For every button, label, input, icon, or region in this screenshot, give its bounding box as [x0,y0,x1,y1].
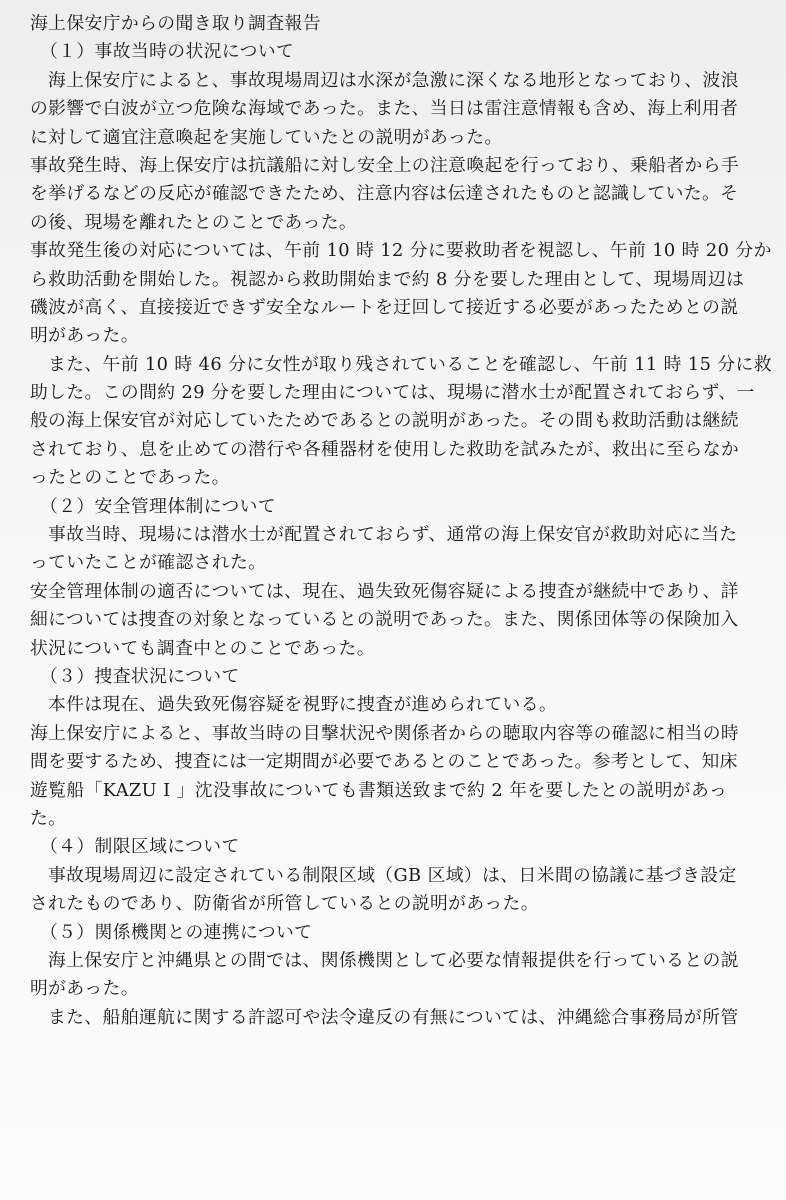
paragraph-line: ら救助活動を開始した。視認から救助開始まで約 8 分を要した理由として、現場周辺は [30,268,745,290]
report-body [30,10,770,1032]
paragraph-line: されており、息を止めての潜行や各種器材を使用した救助を試みたが、救出に至らなか [30,438,740,460]
paragraph-line: また、午前 10 時 46 分に女性が取り残されていることを確認し、午前 11 時 15 分に救 [48,353,772,375]
report-title: 海上保安庁からの聞き取り調査報告 [30,13,321,34]
paragraph-line: 磯波が高く、直接接近できず安全なルートを迂回して接近する必要があったためとの説 [30,296,739,318]
paragraph-line: 海上保安庁と沖縄県との間では、関係機関として必要な情報提供を行っているとの説 [48,949,739,971]
section-heading-3: （３）捜査状況について [40,665,240,687]
paragraph-line: 安全管理体制の適否については、現在、過失致死傷容疑による捜査が継続中であり、詳 [30,580,739,602]
paragraph-line: 事故発生後の対応については、午前 10 時 12 分に要救助者を視認し、午前 10 時 20 分か [30,240,772,262]
paragraph-line: 事故発生時、海上保安庁は抗議船に対し安全上の注意喚起を行っており、乗船者から手 [30,154,740,176]
section-heading-4: （４）制限区域について [40,836,240,858]
paragraph-line: 間を要するため、捜査には一定期間が必要であるとのことであった。参考として、知床 [30,751,738,773]
paragraph-line: 助した。この間約 29 分を要した理由については、現場に潜水士が配置されておらず、一 [30,382,755,404]
paragraph-line: 事故現場周辺に設定されている制限区域（GB 区域）は、日米間の協議に基づき設定 [48,864,737,886]
paragraph-line: されたものであり、防衛省が所管しているとの説明があった。 [30,893,539,915]
section-heading-1: （１）事故当時の状況について [40,41,295,63]
paragraph-line: を挙げるなどの反応が確認できたため、注意内容は伝達されたものと認識していた。そ [30,183,739,205]
paragraph-line: 遊覧船「KAZU I 」沈没事故についても書類送致まで約 2 年を要したとの説明があっ [30,779,728,801]
paragraph-line: の影響で白波が立つ危険な海域であった。また、当日は雷注意情報も含め、海上利用者 [30,98,739,120]
paragraph-line: 事故当時、現場には潜水士が配置されておらず、通常の海上保安官が救助対応に当た [48,524,738,546]
section-heading-2: （２）安全管理体制について [40,495,277,517]
paragraph-line: また、船舶運航に関する許認可や法令違反の有無については、沖縄総合事務局が所管 [48,1006,739,1028]
paragraph-line: ったとのことであった。 [30,467,230,489]
paragraph-line: 明があった。 [30,978,139,1000]
paragraph-line: 般の海上保安官が対応していたためであるとの説明があった。その間も救助活動は継続 [30,410,739,432]
paragraph-line: に対して適宜注意喚起を実施していたとの説明があった。 [30,126,503,148]
paragraph-line: 海上保安庁によると、事故現場周辺は水深が急激に深くなる地形となっており、波浪 [48,69,739,91]
paragraph-line: 本件は現在、過失致死傷容疑を視野に捜査が進められている。 [48,694,558,716]
paragraph-line: 海上保安庁によると、事故当時の目撃状況や関係者からの聴取内容等の確認に相当の時 [30,722,740,744]
paragraph-line: 細については捜査の対象となっているとの説明であった。また、関係団体等の保険加入 [30,609,739,631]
paragraph-line: っていたことが確認された。 [30,552,267,574]
paragraph-line: た。 [30,807,67,829]
paragraph-line: の後、現場を離れたとのことであった。 [30,211,358,233]
paragraph-line: 明があった。 [30,325,139,347]
section-heading-5: （５）関係機関との連携について [40,921,313,943]
paragraph-line: 状況についても調査中とのことであった。 [30,637,375,659]
